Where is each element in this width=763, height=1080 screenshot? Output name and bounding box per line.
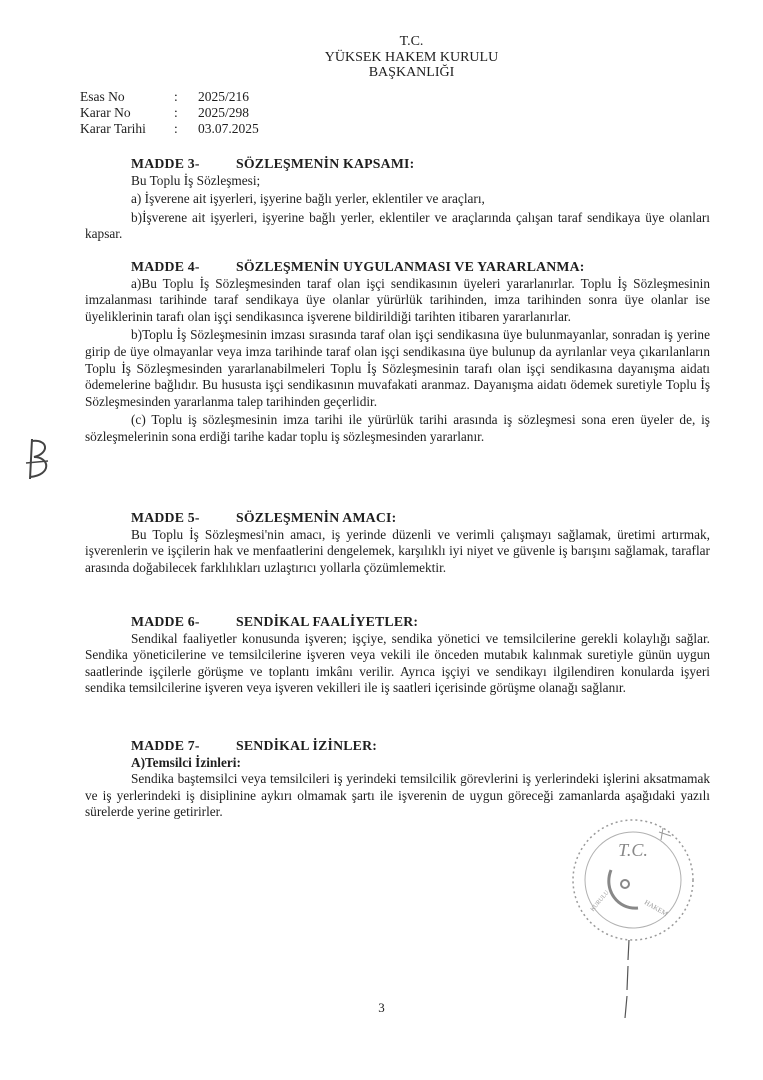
meta-row-karar [80,105,259,121]
article-heading [85,259,710,276]
article-title: SENDİKAL FAALİYETLER: [236,614,419,629]
svg-text:HAKEM: HAKEM [642,898,670,919]
article-number: MADDE 6- [131,614,200,629]
page-number [0,1000,763,1016]
article-number: MADDE 3- [131,156,200,171]
article-paragraph: b)Toplu İş Sözleşmesinin imzası sırasında taraf olan işçi sendikasına üye bulunmayanlar, sonradan iş yerine girip de üye olmayanlar veya imza tarihinde taraf olan işçi sendikasına üye bulunup da ayrılanlar veya çıkarılanların Toplu İş Sözleşmesinden yararlanabilmeleri Toplu İş Sözleşmesinin tarafı olan işçi sendikasına dayanışma aidatı ödemelerine bağlıdır. Bu hususta işçi sendikasının muvafakati aranmaz. Dayanışma aidatı ödemek suretiyle Toplu İş Sözleşmesinden yararlanma talep tarihinden geçerlidir. [85,327,710,409]
article-paragraph: b)İşverene ait işyerleri, işyerine bağlı yerler, eklentiler ve araçlarında çalışan taraf sendikaya üye olanları kapsar. [85,209,710,242]
article-5 [85,510,710,576]
article-heading [85,614,710,631]
meta-row-karar-tarihi [80,121,259,137]
article-title: SÖZLEŞMENİN KAPSAMI: [236,156,415,171]
article-paragraph: a) İşverene ait işyerleri, işyerine bağlı yerler, eklentiler ve araçları, [131,191,485,207]
header-line-presidency: BAŞKANLIĞI [368,65,455,80]
meta-row-esas [80,89,259,105]
article-heading [85,738,710,755]
header-line-institution: YÜKSEK HAKEM KURULU [324,49,499,65]
article-paragraph: Sendika baştemsilci veya temsilcileri iş yerindeki temsilcilik görevlerini iş yerlerindeki işlerini aksatmamak ve iş yerlerindeki iş disiplinine aykırı olmamak şartı ile işverenin de uygun göreceği zamanlarda aşağıdaki yazılı sürelerde yerine getirirler. [85,771,710,820]
article-subheading: A)Temsilci İzinleri: [131,754,241,770]
meta-key: Esas No [80,89,125,104]
article-paragraph: a)Bu Toplu İş Sözleşmesinden taraf olan işçi sendikasının üyeleri yararlanırlar. Toplu İş Sözleşmesinin imzalanması tarihinde taraf sendikaya üye olanlar yürürlük tarihinden, imza tarihinden sonra üye olanlar ise üyeliklerinin tarafı olan işçi sendikasınca işverene bildirildiği tarihten itibaren yararlanırlar. [85,275,710,324]
official-seal-stamp [563,810,703,950]
article-title: SENDİKAL İZİNLER: [236,738,378,753]
article-title: SÖZLEŞMENİN UYGULANMASI VE YARARLANMA: [236,259,585,274]
meta-key: Karar Tarihi [80,121,146,136]
article-paragraph: Sendikal faaliyetler konusunda işveren; işçiye, sendika yönetici ve temsilcilerine gerekli kolaylığı sağlar. Sendika yöneticilerine ve temsilcilerine işveren veya vekili ile önceden mutabık kalınmak suretiyle günün uygun saatlerinde işçilerle görüşme ve toplantı imkânı verilir. Ayrıca işçiyi ve sendikayı ilgilendiren konularda işyeri sendika temsilcilerine işveren veya işveren vekilleri ile iş saatleri içerisinde görüşme olanağı sağlanır. [85,630,710,696]
meta-key: Karar No [80,105,131,120]
article-number: MADDE 5- [131,510,200,525]
meta-value: 03.07.2025 [198,121,259,136]
meta-sep: : [174,121,178,136]
meta-sep: : [174,89,178,104]
article-4 [85,259,710,446]
meta-sep: : [174,105,178,120]
article-7 [85,738,710,821]
article-6 [85,614,710,697]
article-heading [85,156,710,173]
page-number-text: 3 [378,1000,385,1015]
svg-text:T.C.: T.C. [618,840,648,860]
document-header [0,34,763,81]
handwritten-initial [22,435,56,491]
article-paragraph: Bu Toplu İş Sözleşmesi'nin amacı, iş yerinde düzenli ve verimli çalışmayı sağlamak, üretimi artırmak, işverenlerin ve işçilerin hak ve menfaatlerini dengelemek, karşılıklı iyi niyet ve güvenle iş barışını sağlamak, taraflar arasında doğabilecek farklılıkları uzlaştırıcı yollarla çözümlemektir. [85,526,710,575]
article-number: MADDE 7- [131,738,200,753]
article-title: SÖZLEŞMENİN AMACI: [236,510,397,525]
article-heading [85,510,710,527]
case-metadata [80,89,259,137]
article-3 [85,156,710,243]
article-number: MADDE 4- [131,259,200,274]
article-paragraph: Bu Toplu İş Sözleşmesi; [131,172,261,188]
meta-value: 2025/216 [198,89,250,104]
meta-value: 2025/298 [198,105,250,120]
header-line-tc: T.C. [399,34,424,49]
article-paragraph: (c) Toplu iş sözleşmesinin imza tarihi ile yürürlük tarihi arasında iş sözleşmesi sona eren üyeler de, iş sözleşmelerinin sona erdiği tarihe kadar toplu iş sözleşmesinden yararlanır. [85,412,710,444]
svg-text:KURULU: KURULU [589,889,611,913]
